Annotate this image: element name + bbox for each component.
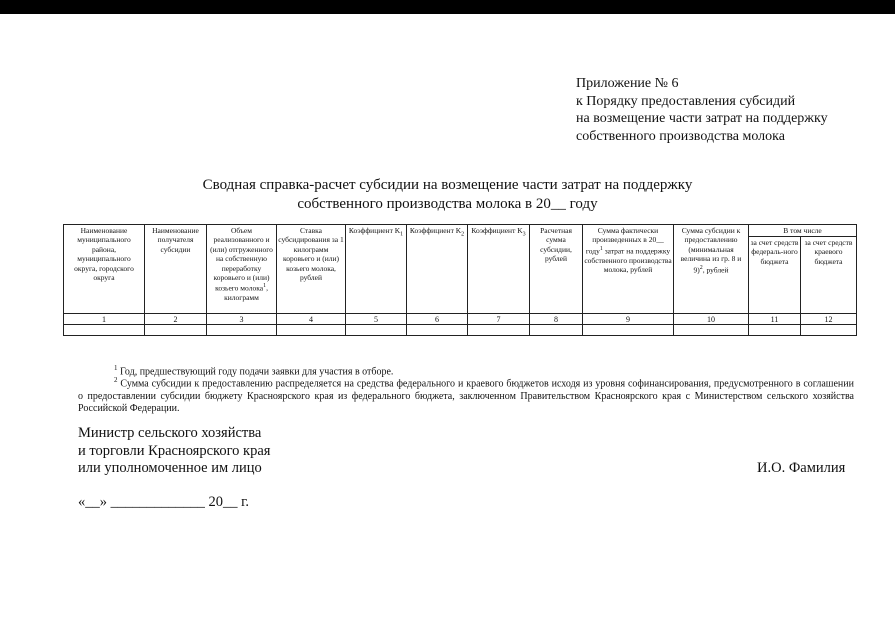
top-black-bar <box>0 0 895 14</box>
header-milk-volume: Объем реализованного и (или) отгруженного на собственную переработку коровьего и (или) козьего молока$^1$, килограмм <box>207 225 277 314</box>
column-number: 6 <box>407 314 468 325</box>
header-coef-k3: Коэффициент $K_3$ <box>468 225 530 314</box>
signatory-line-1: Министр сельского хозяйства <box>78 425 262 441</box>
header-actual-costs: Сумма фактически произведенных в 20__ году$^1$ затрат на поддержку собственного производства молока, рублей <box>583 225 674 314</box>
appendix-line-3: на возмещение части затрат на поддержку <box>576 111 828 126</box>
footnote-2-mark: 2 <box>114 376 118 384</box>
column-number: 7 <box>468 314 530 325</box>
column-number: 11 <box>749 314 801 325</box>
table-cell <box>583 325 674 336</box>
column-number: 3 <box>207 314 277 325</box>
footnote-2 <box>78 374 854 416</box>
column-number: 5 <box>346 314 407 325</box>
column-number: 1 <box>64 314 145 325</box>
title-line-1: Сводная справка-расчет субсидии на возмещение части затрат на поддержку <box>202 177 693 193</box>
header-coef-k1: Коэффициент $K_1$ <box>346 225 407 314</box>
column-number: 12 <box>801 314 857 325</box>
date-line: «__» _____________ 20__ г. <box>78 494 250 510</box>
footnote-1-text: Год, предшествующий году подачи заявки для участия в отборе. <box>117 366 394 378</box>
table-cell <box>277 325 346 336</box>
appendix-header <box>576 75 828 145</box>
footnote-2-text: Сумма субсидии к предоставлению распределяется на средства федерального и краевого бюджетов исходя из уровня софинансирования, предусмотренного в соглашении о предоставлении субсидии бюджету Красноярского края из федерального бюджета, заключенном Правительством Красноярского края с Министерством сельского хозяйства Российской Федерации. <box>78 378 854 415</box>
appendix-line-4: собственного производства молока <box>576 128 785 144</box>
header-coef-k2: Коэффициент $K_2$ <box>407 225 468 314</box>
header-subsidy-sum: Сумма субсидии к предоставлению (минимальная величина из гр. 8 и 9)$^2$, рублей <box>674 225 749 314</box>
table-cell <box>749 325 801 336</box>
table-cell <box>207 325 277 336</box>
signatory-line-2: и торговли Красноярского края <box>78 442 271 459</box>
table-cell <box>64 325 145 336</box>
column-number: 2 <box>145 314 207 325</box>
appendix-line-1: Приложение № 6 <box>576 76 679 91</box>
table-cell <box>674 325 749 336</box>
header-municipality: Наименование муниципального района, муниципального округа, городского округа <box>64 225 145 314</box>
document-title <box>0 176 895 214</box>
column-number: 10 <box>674 314 749 325</box>
header-federal-budget: за счет средств федераль-ного бюджета <box>749 237 801 314</box>
column-numbers-row <box>64 314 857 325</box>
header-recipient: Наименование получателя субсидии <box>145 225 207 314</box>
signatory-title <box>78 425 270 478</box>
footnote-1-mark: 1 <box>114 364 118 372</box>
header-calculated-sum: Расчетная сумма субсидии, рублей <box>530 225 583 314</box>
table-cell <box>530 325 583 336</box>
signatory-line-3: или уполномоченное им лицо <box>78 460 262 476</box>
table-cell <box>801 325 857 336</box>
appendix-line-2: к Порядку предоставления субсидий <box>576 93 796 109</box>
table-cell <box>145 325 207 336</box>
column-number: 9 <box>583 314 674 325</box>
header-regional-budget: за счет средств краевого бюджета <box>801 237 857 314</box>
column-number: 4 <box>277 314 346 325</box>
column-number: 8 <box>530 314 583 325</box>
header-group-including: В том числе <box>749 225 857 237</box>
table-cell <box>346 325 407 336</box>
empty-data-row <box>64 325 857 336</box>
table-cell <box>468 325 530 336</box>
header-rate: Ставка субсидирования за 1 килограмм коровьего и (или) козьего молока, рублей <box>277 225 346 314</box>
title-line-2: собственного производства молока в 20__ году <box>297 196 598 212</box>
subsidy-table <box>63 224 857 336</box>
table-cell <box>407 325 468 336</box>
signatory-name: И.О. Фамилия <box>757 460 846 476</box>
